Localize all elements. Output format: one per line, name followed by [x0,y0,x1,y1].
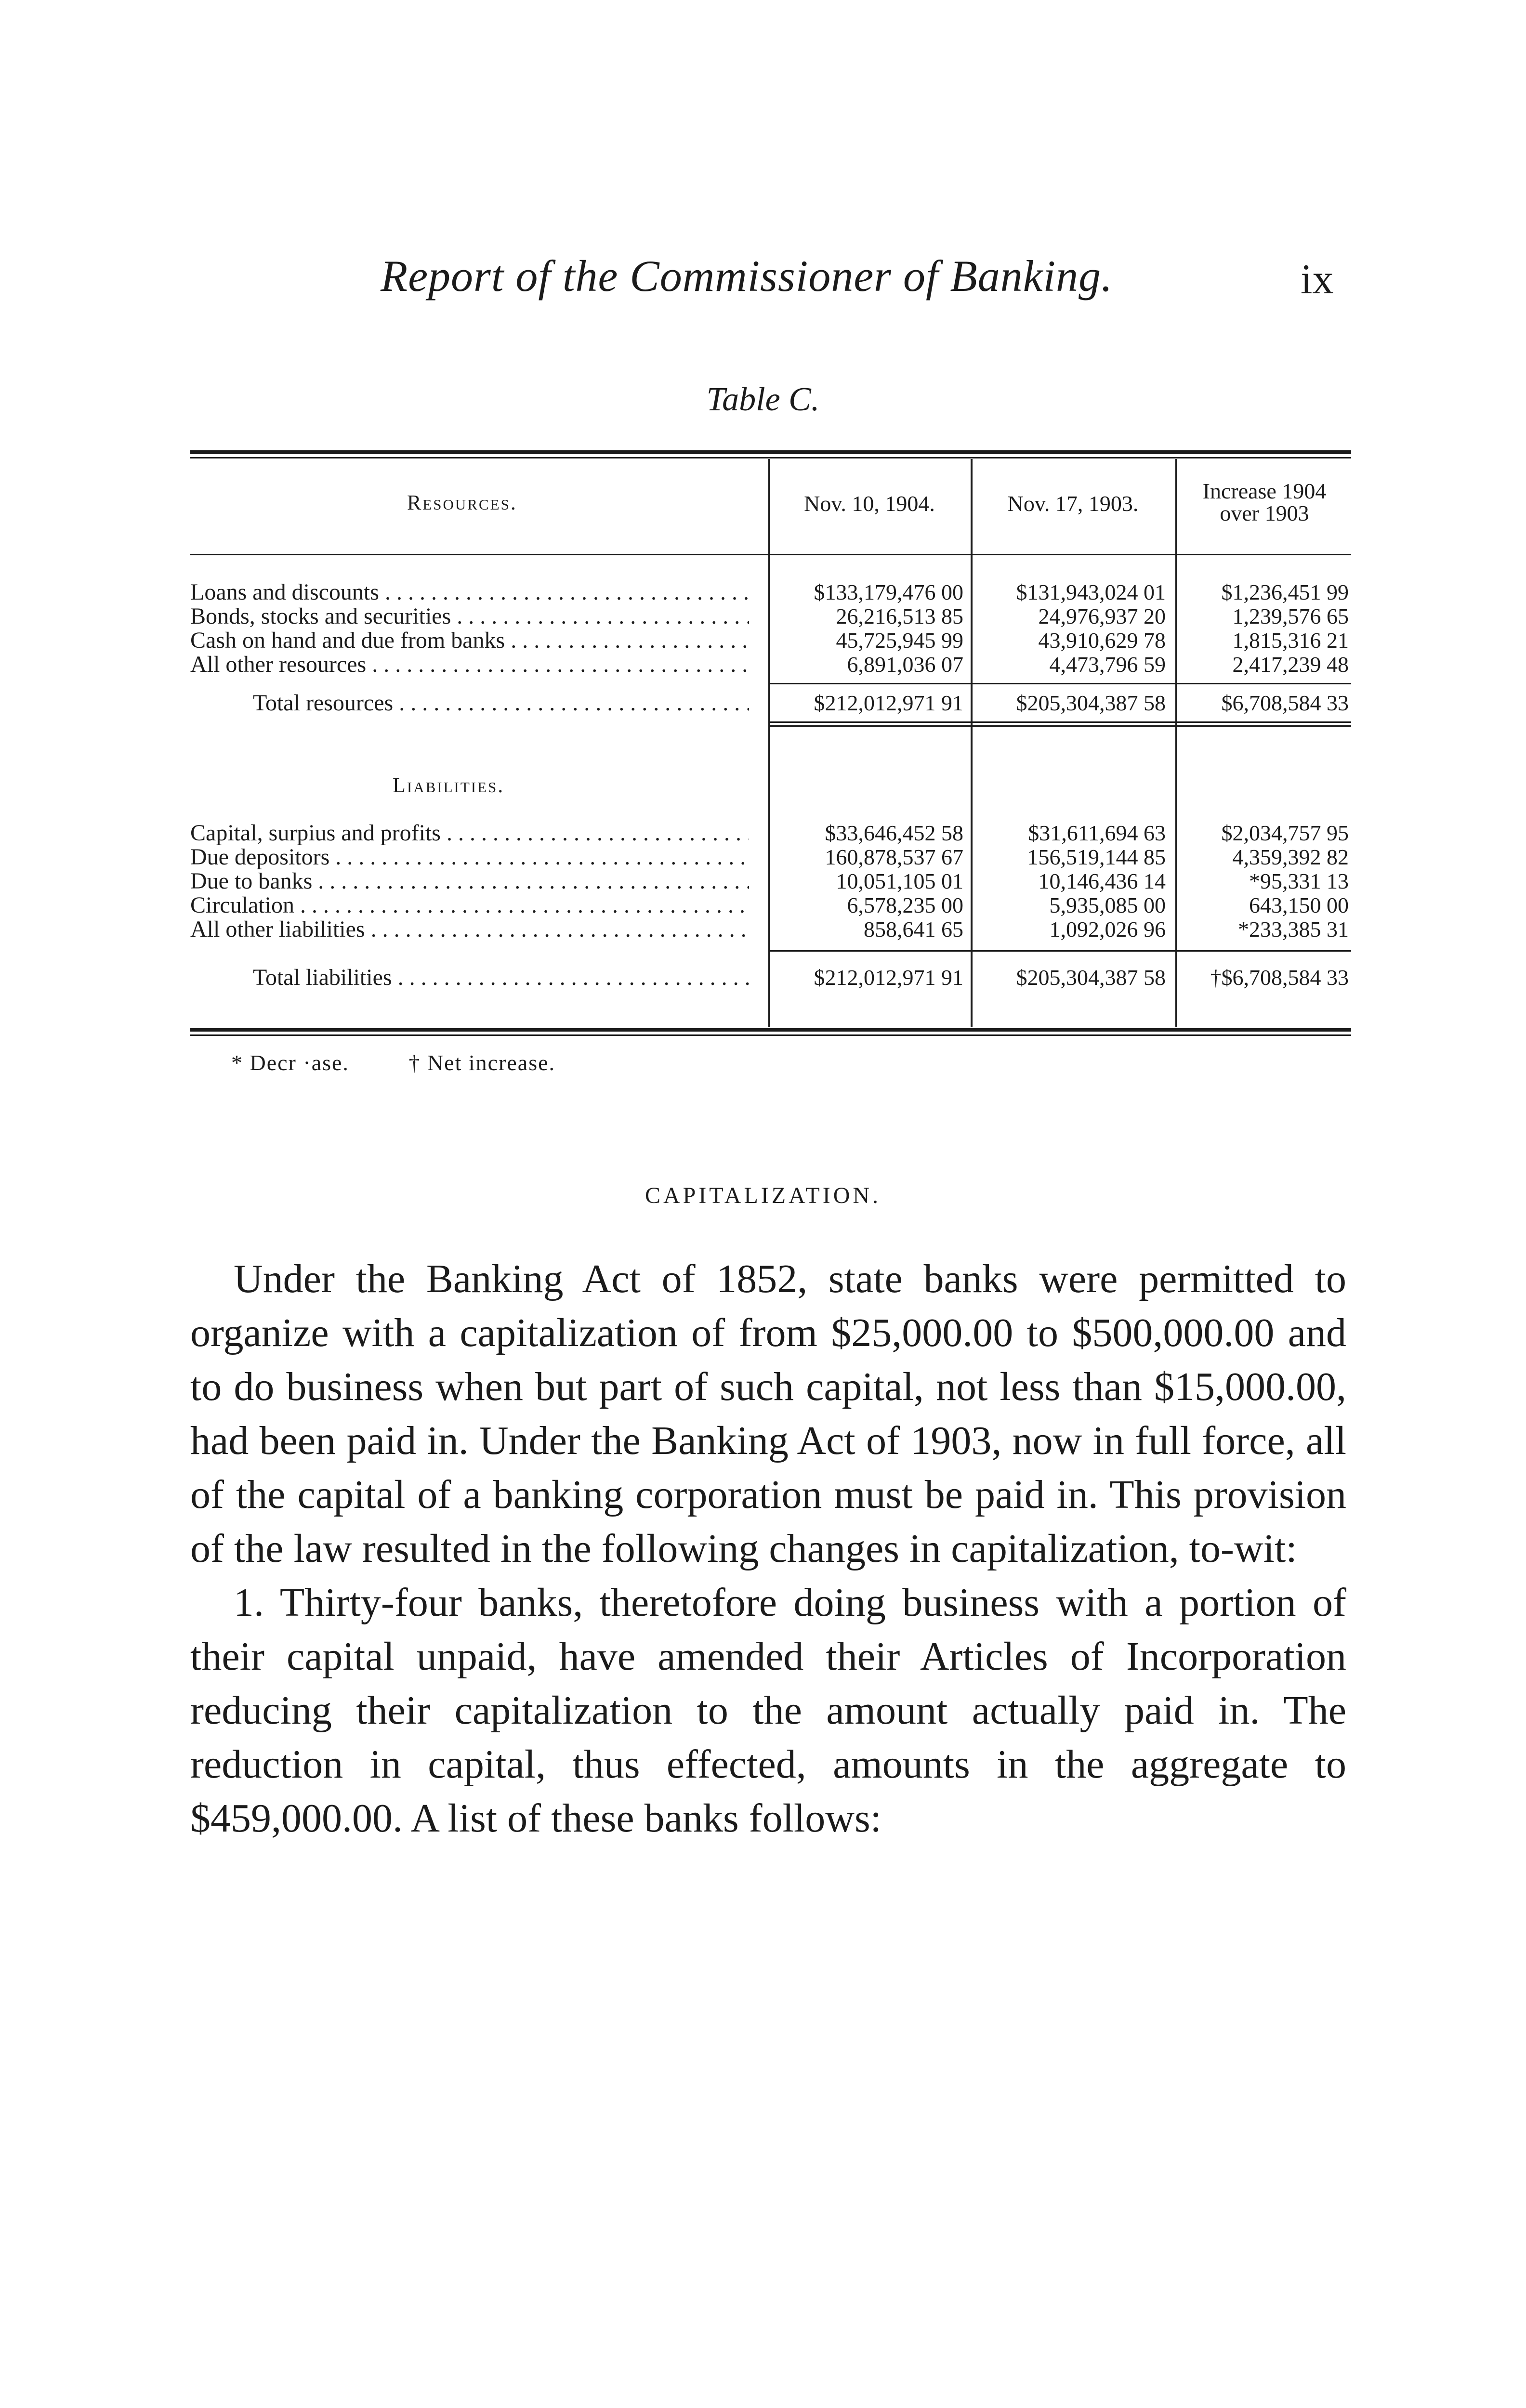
column-separator [971,459,973,1027]
table-row [190,869,1351,893]
value-increase: *233,385 31 [1238,917,1349,942]
value-1903: 156,519,144 85 [1027,845,1166,869]
total-increase: †$6,708,584 33 [1210,965,1349,990]
footnote-decrease: * Decr ·ase. [231,1050,349,1075]
column-header-1904: Nov. 10, 1904. [804,491,935,516]
table-row [190,653,1351,677]
value-1904: 858,641 65 [864,917,963,942]
table-top-rule [190,450,1351,454]
footnote-net-increase: † Net increase. [408,1050,556,1075]
header-rule [190,554,1351,555]
value-increase: 643,150 00 [1249,893,1349,917]
table-footnotes [231,1050,608,1075]
column-separator [768,459,770,1027]
value-1904: $33,646,452 58 [825,821,963,845]
value-increase: *95,331 13 [1249,869,1349,893]
value-1903: 43,910,629 78 [1038,628,1166,653]
total-row [190,691,1351,715]
value-1904: 10,051,105 01 [836,869,963,893]
table-bottom-rule [190,1028,1351,1032]
total-label: Total liabilities . . . [253,966,749,990]
value-1904: 6,578,235 00 [847,893,963,917]
row-label: Due to banks . . . [190,869,749,893]
body-text [190,1252,1346,1845]
paragraph: Under the Banking Act of 1852, state banks were permitted to organize with a capitalization of from $25,000.00 to $500,000.00 and to do business when but part of such capital, not less than $15,000.00, had been paid in. Under the Banking Act of 1903, now in full force, all of the capital of a banking corporation must be paid in. This provision of the law resulted in the following changes in capitalization, to-wit: [190,1256,1346,1571]
table-title: Table C. [706,381,820,418]
resources-heading: Resources. [407,491,517,514]
value-increase: 4,359,392 82 [1232,845,1349,869]
paragraph: 1. Thirty-four banks, theretofore doing business with a portion of their capital unpaid, have amended their Articles of Incorporation reducing their capitalization to the amount actually paid in. The reduction in capital, thus effected, amounts in the aggregate to $459,000.00. A list of these banks follows: [190,1580,1346,1841]
value-1903: 10,146,436 14 [1038,869,1166,893]
table-row [190,628,1351,653]
section-title: CAPITALIZATION. [645,1183,881,1208]
row-label: Circulation . . . [190,893,749,917]
balance-table [190,450,1351,1043]
value-1903: 1,092,026 96 [1049,917,1166,942]
liabilities-heading: Liabilities. [393,773,505,797]
subtotal-rule [768,950,1351,952]
value-1903: 5,935,085 00 [1049,893,1166,917]
column-header-increase [1178,480,1351,524]
table-row [190,917,1351,942]
page-number: ix [1301,256,1334,303]
value-1903: $131,943,024 01 [1016,580,1166,604]
row-label: Loans and discounts . . . [190,580,749,604]
value-1904: 6,891,036 07 [847,652,963,677]
total-row [190,966,1351,990]
table-bottom-rule-thin [190,1034,1351,1036]
column-header-increase-line2: over 1903 [1220,501,1309,525]
table-row [190,893,1351,917]
total-double-rule [768,721,1351,723]
running-title: Report of the Commissioner of Banking. [381,251,1113,301]
total-1904: $212,012,971 91 [814,691,963,715]
column-header-increase-line1: Increase 1904 [1202,479,1327,503]
value-1904: $133,179,476 00 [814,580,963,604]
value-1904: 26,216,513 85 [836,604,963,628]
row-label: Capital, surpius and profits . . . [190,821,749,845]
row-label: All other resources . . . [190,653,749,677]
row-label: Due depositors . . . [190,845,749,869]
value-increase: $1,236,451 99 [1221,580,1349,604]
total-1903: $205,304,387 58 [1016,691,1166,715]
row-label: Cash on hand and due from banks . . . [190,628,749,653]
total-1903: $205,304,387 58 [1016,965,1166,990]
row-label: All other liabilities . . . [190,917,749,942]
value-increase: 2,417,239 48 [1232,652,1349,677]
table-row [190,845,1351,869]
value-1904: 160,878,537 67 [825,845,963,869]
table-row [190,604,1351,628]
value-increase: 1,815,316 21 [1232,628,1349,653]
table-row [190,580,1351,604]
value-1903: 4,473,796 59 [1049,652,1166,677]
total-increase: $6,708,584 33 [1221,691,1349,715]
column-header-1903: Nov. 17, 1903. [1007,491,1139,516]
total-1904: $212,012,971 91 [814,965,963,990]
value-increase: $2,034,757 95 [1221,821,1349,845]
total-label: Total resources . . . [253,691,749,715]
column-separator [1175,459,1177,1027]
row-label: Bonds, stocks and securities . . . [190,604,749,628]
value-1903: 24,976,937 20 [1038,604,1166,628]
value-increase: 1,239,576 65 [1232,604,1349,628]
value-1904: 45,725,945 99 [836,628,963,653]
table-top-rule-thin [190,457,1351,458]
total-double-rule [768,725,1351,727]
table-row [190,821,1351,845]
subtotal-rule [768,683,1351,684]
value-1903: $31,611,694 63 [1028,821,1166,845]
